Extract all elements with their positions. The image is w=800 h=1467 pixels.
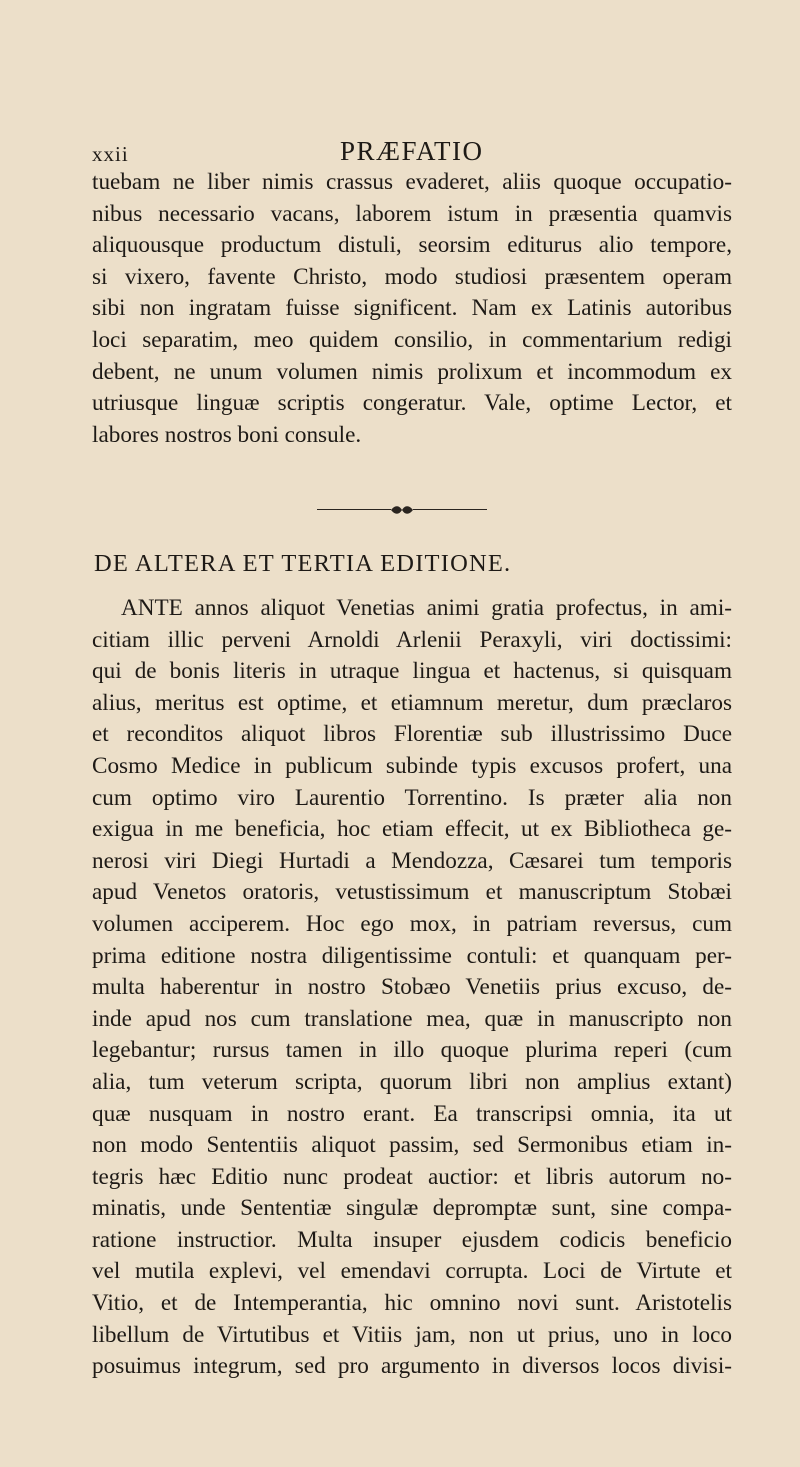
ornament-knot-icon	[390, 505, 414, 515]
text-line: alia, tum veterum scripta, quorum libri non amplius extant)	[92, 1068, 732, 1095]
text-line: prima editione nostra diligentissime contuli: et quanquam per-	[92, 942, 732, 969]
text-line: utriusque linguæ scriptis congeratur. Vale, optime Lector, et	[92, 390, 732, 417]
text-line: alius, meritus est optime, et etiamnum meretur, dum præclaros	[92, 689, 732, 716]
text-line: sibi non ingratam fuisse significent. Nam ex Latinis autoribus	[92, 295, 732, 322]
text-line: si vixero, favente Christo, modo studiosi præsentem operam	[92, 263, 732, 290]
text-line: libellum de Virtutibus et Vitiis jam, non ut prius, uno in loco	[92, 1321, 732, 1348]
text-line: nerosi viri Diegi Hurtadi a Mendozza, Cæsarei tum temporis	[92, 847, 732, 874]
text-line: labores nostros boni consule.	[92, 421, 362, 448]
paragraph-main	[92, 593, 732, 1383]
text-line: qui de bonis literis in utraque lingua et hactenus, si quisquam	[92, 658, 732, 685]
text-line: debent, ne unum volumen nimis prolixum et incommodum ex	[92, 358, 732, 385]
text-line: tegris hæc Editio nunc prodeat auctior: et libris autorum no-	[92, 1163, 732, 1190]
text-line: aliquousque productum distuli, seorsim editurus alio tempore,	[92, 232, 732, 259]
paragraph-continuation	[92, 167, 732, 451]
text-line: ANTE annos aliquot Venetias animi gratia profectus, in ami-	[121, 595, 732, 621]
text-line: inde apud nos cum translatione mea, quæ in manuscripto non	[92, 1005, 732, 1032]
text-line: Cosmo Medice in publicum subinde typis excusos profert, una	[92, 752, 732, 779]
text-line: Vitio, et de Intemperantia, hic omnino novi sunt. Aristotelis	[92, 1290, 732, 1317]
text-line: minatis, unde Sententiæ singulæ depromptæ sunt, sine compa-	[92, 1195, 732, 1222]
text-line: citiam illic perveni Arnoldi Arlenii Peraxyli, viri doctissimi:	[92, 626, 732, 653]
text-line: ratione instructior. Multa insuper ejusdem codicis beneficio	[92, 1226, 732, 1253]
text-line: posuimus integrum, sed pro argumento in diversos locos divisi-	[92, 1353, 732, 1380]
text-line: exigua in me beneficia, hoc etiam effecit, ut ex Bibliotheca ge-	[92, 816, 732, 843]
text-line: non modo Sententiis aliquot passim, sed Sermonibus etiam in-	[92, 1132, 732, 1159]
text-line: multa haberentur in nostro Stobæo Venetiis prius excuso, de-	[92, 974, 732, 1001]
text-line: tuebam ne liber nimis crassus evaderet, aliis quoque occupatio-	[92, 169, 732, 195]
section-heading: DE ALTERA ET TERTIA EDITIONE.	[94, 550, 512, 577]
ornament-rule-right	[413, 509, 487, 510]
text-line: vel mutila explevi, vel emendavi corrupta. Loci de Virtute et	[92, 1258, 732, 1285]
text-line: legebantur; rursus tamen in illo quoque plurima reperi (cum	[92, 1037, 732, 1064]
page-number: xxii	[92, 142, 129, 166]
text-line: loci separatim, meo quidem consilio, in commentarium redigi	[92, 326, 732, 353]
text-line: volumen acciperem. Hoc ego mox, in patriam reversus, cum	[92, 910, 732, 937]
running-title: PRÆFATIO	[340, 136, 484, 166]
text-line: et reconditos aliquot libros Florentiæ sub illustrissimo Duce	[92, 721, 732, 748]
text-line: cum optimo viro Laurentio Torrentino. Is præter alia non	[92, 784, 732, 811]
text-line: nibus necessario vacans, laborem istum in præsentia quamvis	[92, 200, 732, 227]
text-line: quæ nusquam in nostro erant. Ea transcripsi omnia, ita ut	[92, 1100, 732, 1127]
rule-ornament	[317, 505, 487, 515]
text-line: apud Venetos oratoris, vetustissimum et manuscriptum Stobæi	[92, 879, 732, 906]
ornament-rule-left	[317, 509, 391, 510]
